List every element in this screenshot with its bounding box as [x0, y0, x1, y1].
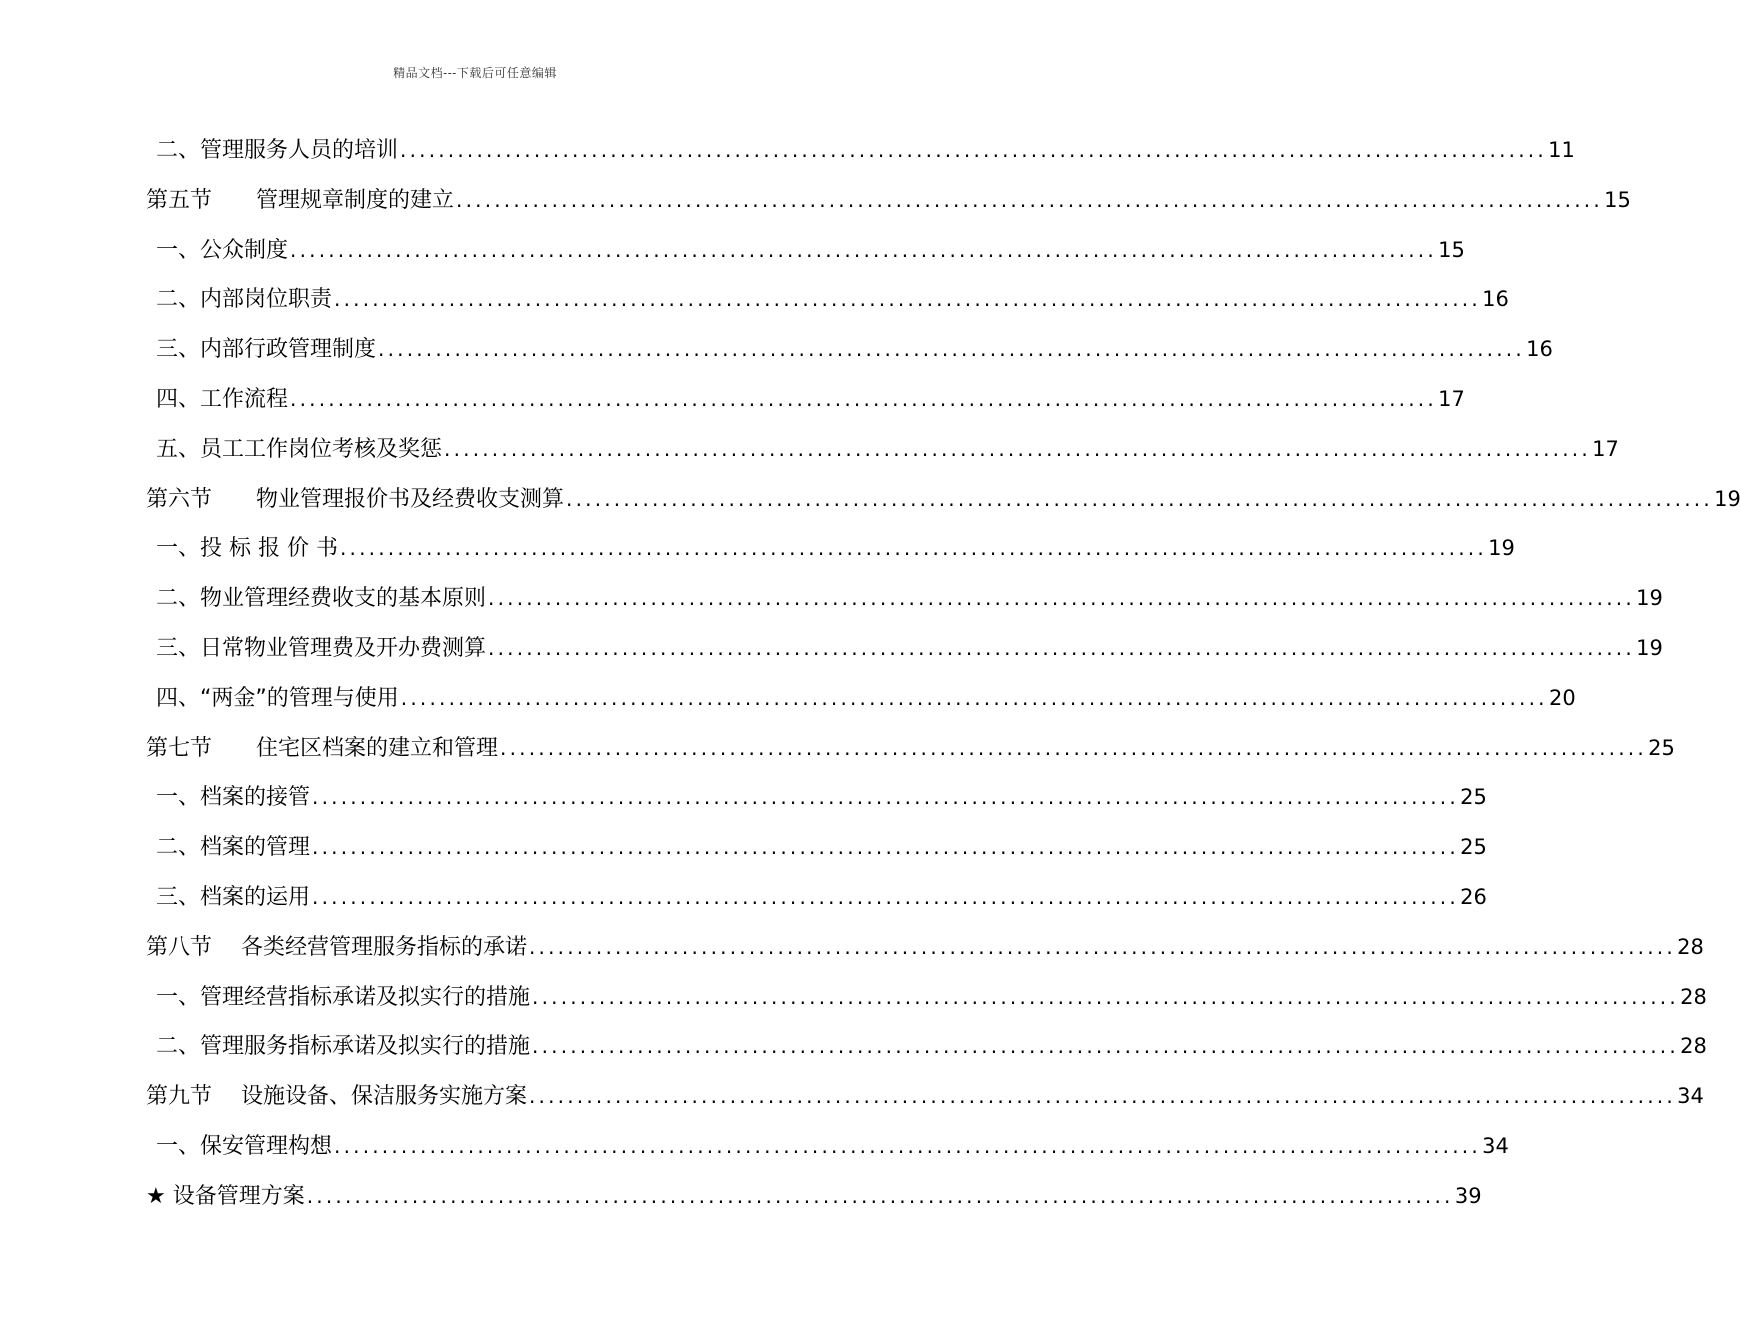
- toc-entry-title: 三、日常物业管理费及开办费测算: [156, 635, 487, 661]
- toc-item-entry[interactable]: [146, 528, 1515, 578]
- toc-leader-dots: ........................................................................................................................: [334, 1133, 1481, 1158]
- toc-page-number: 16: [1482, 287, 1509, 312]
- toc-item-entry[interactable]: [146, 1026, 1707, 1076]
- toc-entry-title: 一、保安管理构想: [156, 1133, 333, 1159]
- toc-entry-title: 一、档案的接管: [156, 785, 311, 811]
- toc-page-number: 16: [1526, 337, 1553, 362]
- toc-entry-title: 一、投 标 报 价 书: [156, 536, 338, 562]
- toc-page-number: 15: [1438, 237, 1465, 262]
- toc-entry-title: 二、内部岗位职责: [156, 287, 333, 313]
- table-of-contents: [146, 130, 1741, 1226]
- toc-leader-dots: ........................................................................................................................: [400, 138, 1547, 162]
- toc-entry-title: 第七节 住宅区档案的建立和管理: [146, 735, 499, 761]
- toc-leader-dots: ........................................................................................................................: [339, 536, 1487, 561]
- toc-entry-title: 五、员工工作岗位考核及奖惩: [156, 436, 443, 462]
- toc-entry-title: 一、管理经营指标承诺及拟实行的措施: [156, 984, 531, 1010]
- toc-entry-title: 第八节 各类经营管理服务指标的承诺: [146, 934, 527, 960]
- toc-section-entry[interactable]: [146, 1176, 1482, 1226]
- toc-item-entry[interactable]: [146, 130, 1575, 180]
- toc-page-number: 17: [1592, 436, 1619, 461]
- toc-leader-dots: ........................................................................................................................: [444, 436, 1591, 461]
- toc-entry-title: 四、“两金”的管理与使用: [156, 685, 399, 711]
- toc-item-entry[interactable]: [146, 827, 1487, 877]
- toc-leader-dots: ........................................................................................................................: [312, 884, 1459, 909]
- toc-page-number: 19: [1714, 486, 1741, 511]
- toc-entry-title: 第五节 管理规章制度的建立: [146, 187, 455, 213]
- toc-page-number: 19: [1636, 635, 1663, 660]
- toc-entry-title: 三、档案的运用: [156, 884, 311, 910]
- toc-entry-title: 第九节 设施设备、保洁服务实施方案: [146, 1084, 527, 1110]
- toc-page-number: 34: [1677, 1084, 1704, 1109]
- toc-section-entry[interactable]: [146, 479, 1741, 529]
- toc-leader-dots: ........................................................................................................................: [488, 635, 1635, 660]
- toc-item-entry[interactable]: [146, 429, 1619, 479]
- toc-item-entry[interactable]: [146, 777, 1487, 827]
- toc-section-entry[interactable]: [146, 927, 1704, 977]
- toc-leader-dots: ........................................................................................................................: [306, 1183, 1454, 1208]
- toc-leader-dots: ........................................................................................................................: [400, 685, 1548, 710]
- toc-leader-dots: ........................................................................................................................: [378, 337, 1525, 362]
- toc-entry-title: 四、工作流程: [156, 386, 289, 412]
- toc-leader-dots: ........................................................................................................................: [532, 1034, 1679, 1059]
- toc-item-entry[interactable]: [146, 628, 1663, 678]
- toc-item-entry[interactable]: [146, 578, 1663, 628]
- toc-leader-dots: ........................................................................................................................: [566, 486, 1713, 511]
- toc-page-number: 25: [1460, 835, 1487, 860]
- toc-leader-dots: ........................................................................................................................: [290, 386, 1437, 411]
- toc-page-number: 11: [1548, 138, 1575, 162]
- page-header: 精品文档---下载后可任意编辑: [393, 66, 557, 80]
- toc-page-number: 39: [1454, 1183, 1482, 1208]
- toc-section-entry[interactable]: [146, 728, 1675, 778]
- toc-item-entry[interactable]: [146, 678, 1576, 728]
- toc-page-number: 26: [1460, 884, 1487, 909]
- toc-page-number: 34: [1482, 1133, 1509, 1158]
- toc-leader-dots: ........................................................................................................................: [312, 785, 1459, 810]
- toc-page-number: 28: [1677, 934, 1704, 959]
- toc-page-number: 20: [1548, 685, 1576, 710]
- toc-page-number: 17: [1438, 386, 1465, 411]
- toc-entry-title: ★ 设备管理方案: [146, 1183, 305, 1209]
- toc-page-number: 19: [1488, 536, 1515, 561]
- toc-item-entry[interactable]: [146, 329, 1553, 379]
- toc-leader-dots: ........................................................................................................................: [529, 1084, 1676, 1109]
- toc-entry-title: 一、公众制度: [156, 237, 289, 263]
- toc-section-entry[interactable]: [146, 1076, 1704, 1126]
- toc-entry-title: 三、内部行政管理制度: [156, 337, 377, 363]
- toc-item-entry[interactable]: [146, 877, 1487, 927]
- toc-leader-dots: ........................................................................................................................: [500, 735, 1647, 760]
- toc-leader-dots: ........................................................................................................................: [529, 934, 1676, 959]
- toc-section-entry[interactable]: [146, 180, 1631, 230]
- toc-page-number: 19: [1636, 586, 1663, 611]
- toc-leader-dots: ........................................................................................................................: [312, 835, 1459, 860]
- toc-page-number: 28: [1680, 984, 1707, 1009]
- toc-page-number: 28: [1680, 1034, 1707, 1059]
- toc-leader-dots: ........................................................................................................................: [532, 984, 1679, 1009]
- toc-leader-dots: ........................................................................................................................: [334, 287, 1481, 312]
- toc-entry-title: 二、管理服务人员的培训: [156, 138, 399, 163]
- toc-leader-dots: ........................................................................................................................: [488, 586, 1635, 611]
- toc-item-entry[interactable]: [146, 977, 1707, 1027]
- toc-item-entry[interactable]: [146, 1126, 1509, 1176]
- toc-item-entry[interactable]: [146, 279, 1509, 329]
- toc-entry-title: 第六节 物业管理报价书及经费收支测算: [146, 486, 565, 512]
- toc-entry-title: 二、管理服务指标承诺及拟实行的措施: [156, 1034, 531, 1060]
- toc-entry-title: 二、物业管理经费收支的基本原则: [156, 586, 487, 612]
- toc-leader-dots: ........................................................................................................................: [290, 237, 1437, 262]
- toc-page-number: 25: [1648, 735, 1675, 760]
- toc-leader-dots: ........................................................................................................................: [456, 187, 1603, 212]
- toc-item-entry[interactable]: [146, 230, 1465, 280]
- toc-page-number: 25: [1460, 785, 1487, 810]
- toc-item-entry[interactable]: [146, 379, 1465, 429]
- toc-page-number: 15: [1604, 187, 1631, 212]
- toc-entry-title: 二、档案的管理: [156, 835, 311, 861]
